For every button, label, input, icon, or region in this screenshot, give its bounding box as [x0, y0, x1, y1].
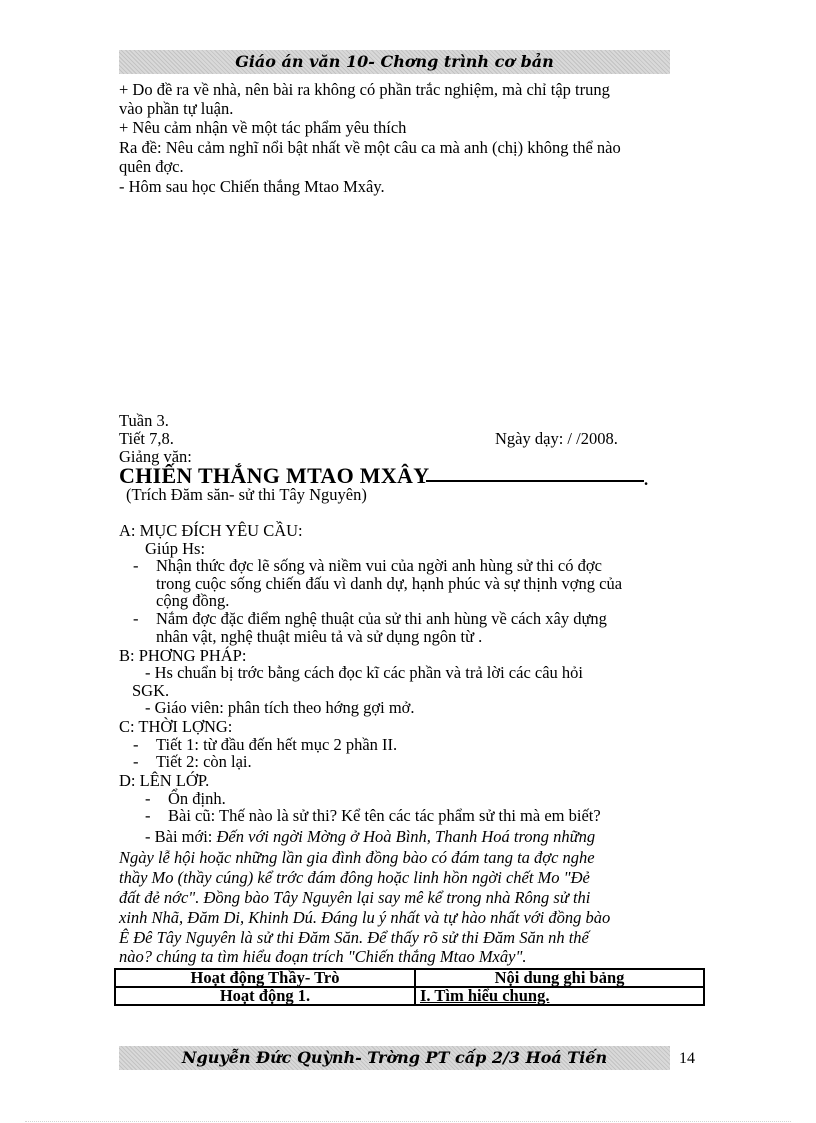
lesson-week: Tuần 3.: [119, 411, 169, 430]
table-cell: Hoạt động 1.: [115, 987, 415, 1005]
section-b-heading: B: PHƠNG PHÁP:: [119, 646, 247, 665]
section-d-text: Ổn định.: [168, 789, 226, 808]
bullet-dash: -: [145, 806, 151, 825]
new-lesson-text: đất đẻ nớc". Đồng bào Tây Nguyên lại say mê kể trong nhà Rông sử thi: [119, 888, 591, 907]
section-a-text: nhân vật, nghệ thuật miêu tả và sử dụng ngôn từ .: [156, 627, 483, 646]
table-row: [115, 987, 704, 1005]
bullet-dash: -: [133, 609, 139, 628]
page-header: [119, 50, 670, 74]
lesson-subject: Giảng văn:: [119, 447, 192, 466]
intro-line: + Nêu cảm nhận về một tác phẩm yêu thích: [119, 118, 407, 137]
section-a-text: Nắm đợc đặc điểm nghệ thuật của sử thi anh hùng về cách xây dựng: [156, 609, 607, 628]
section-c-text: Tiết 1: từ đầu đến hết mục 2 phần II.: [156, 735, 398, 754]
section-b-text: - Hs chuẩn bị trớc bằng cách đọc kĩ các phần và trả lời các câu hỏi: [145, 663, 584, 682]
section-c-text: Tiết 2: còn lại.: [156, 752, 252, 771]
section-d-heading: D: LÊN LỚP.: [119, 771, 210, 790]
new-lesson-text: Đến với ngời Mờng ở Hoà Bình, Thanh Hoá trong những: [216, 827, 596, 846]
lesson-date: Ngày dạy: / /2008.: [495, 429, 618, 448]
page-bottom-rule: [25, 1121, 791, 1122]
new-lesson-text: thầy Mo (thầy cúng) kể trớc đám đông hoặc linh hồn ngời chết Mo "Đẻ: [119, 868, 590, 887]
table-header-cell: Hoạt động Thầy- Trò: [115, 969, 415, 987]
bullet-dash: -: [133, 735, 139, 754]
section-b-text: - Giáo viên: phân tích theo hớng gợi mở.: [145, 698, 415, 717]
header-title: Giáo án văn 10- Chơng trình cơ bản: [235, 52, 554, 71]
section-a-text: Nhận thức đợc lẽ sống và niềm vui của ngời anh hùng sử thi có đợc: [156, 556, 602, 575]
new-lesson-label: - Bài mới:: [145, 827, 217, 846]
table-cell: I. Tìm hiểu chung.: [415, 987, 704, 1005]
bullet-dash: -: [133, 556, 139, 575]
section-a-intro: Giúp Hs:: [145, 539, 206, 558]
lesson-period: Tiết 7,8.: [119, 429, 174, 448]
page-footer: [119, 1046, 670, 1070]
new-lesson-text: nào? chúng ta tìm hiểu đoạn trích "Chiến thắng Mtao Mxây".: [119, 947, 527, 966]
new-lesson-text: Ê Đê Tây Nguyên là sử thi Đăm Săn. Để thấy rõ sử thi Đăm Săn nh thế: [119, 928, 589, 947]
section-a-text: trong cuộc sống chiến đấu vì danh dự, hạnh phúc và sự thịnh vợng của: [156, 574, 623, 593]
lesson-source: (Trích Đăm săn- sử thi Tây Nguyên): [126, 485, 367, 504]
page-number: 14: [679, 1050, 695, 1067]
intro-line: + Do đề ra về nhà, nên bài ra không có phần trắc nghiệm, mà chỉ tập trung: [119, 80, 610, 99]
section-a-text: cộng đồng.: [156, 591, 230, 610]
title-dot: .: [644, 470, 649, 489]
new-lesson-paragraph: [145, 827, 595, 846]
section-a-heading: A: MỤC ĐÍCH YÊU CẦU:: [119, 521, 303, 540]
new-lesson-text: xinh Nhã, Đăm Di, Khinh Dú. Đáng lu ý nhất và tự hào nhất với đồng bào: [119, 908, 611, 927]
section-b-text: SGK.: [132, 681, 170, 700]
table-header-row: [115, 969, 704, 987]
intro-line: - Hôm sau học Chiến thắng Mtao Mxây.: [119, 177, 385, 196]
lesson-title: CHIẾN THẮNG MTAO MXÂY: [119, 463, 430, 488]
intro-line: vào phần tự luận.: [119, 99, 234, 118]
section-c-heading: C: THỜI LỢNG:: [119, 717, 233, 736]
new-lesson-text: Ngày lễ hội hoặc những lần gia đình đồng bào có đám tang ta đợc nghe: [119, 848, 595, 867]
bullet-dash: -: [145, 789, 151, 808]
intro-line: Ra đề: Nêu cảm nghĩ nổi bật nhất về một câu ca mà anh (chị) không thể nào: [119, 138, 621, 157]
bullet-dash: -: [133, 752, 139, 771]
table-header-cell: Nội dung ghi bảng: [415, 969, 704, 987]
intro-line: quên đợc.: [119, 157, 184, 176]
section-d-text: Bài cũ: Thế nào là sử thi? Kể tên các tác phẩm sử thi mà em biết?: [168, 806, 601, 825]
lesson-plan-table: [114, 968, 705, 1006]
title-rule: [426, 480, 644, 482]
footer-author: Nguyễn Đức Quỳnh- Trờng PT cấp 2/3 Hoá Tiến: [181, 1048, 608, 1067]
